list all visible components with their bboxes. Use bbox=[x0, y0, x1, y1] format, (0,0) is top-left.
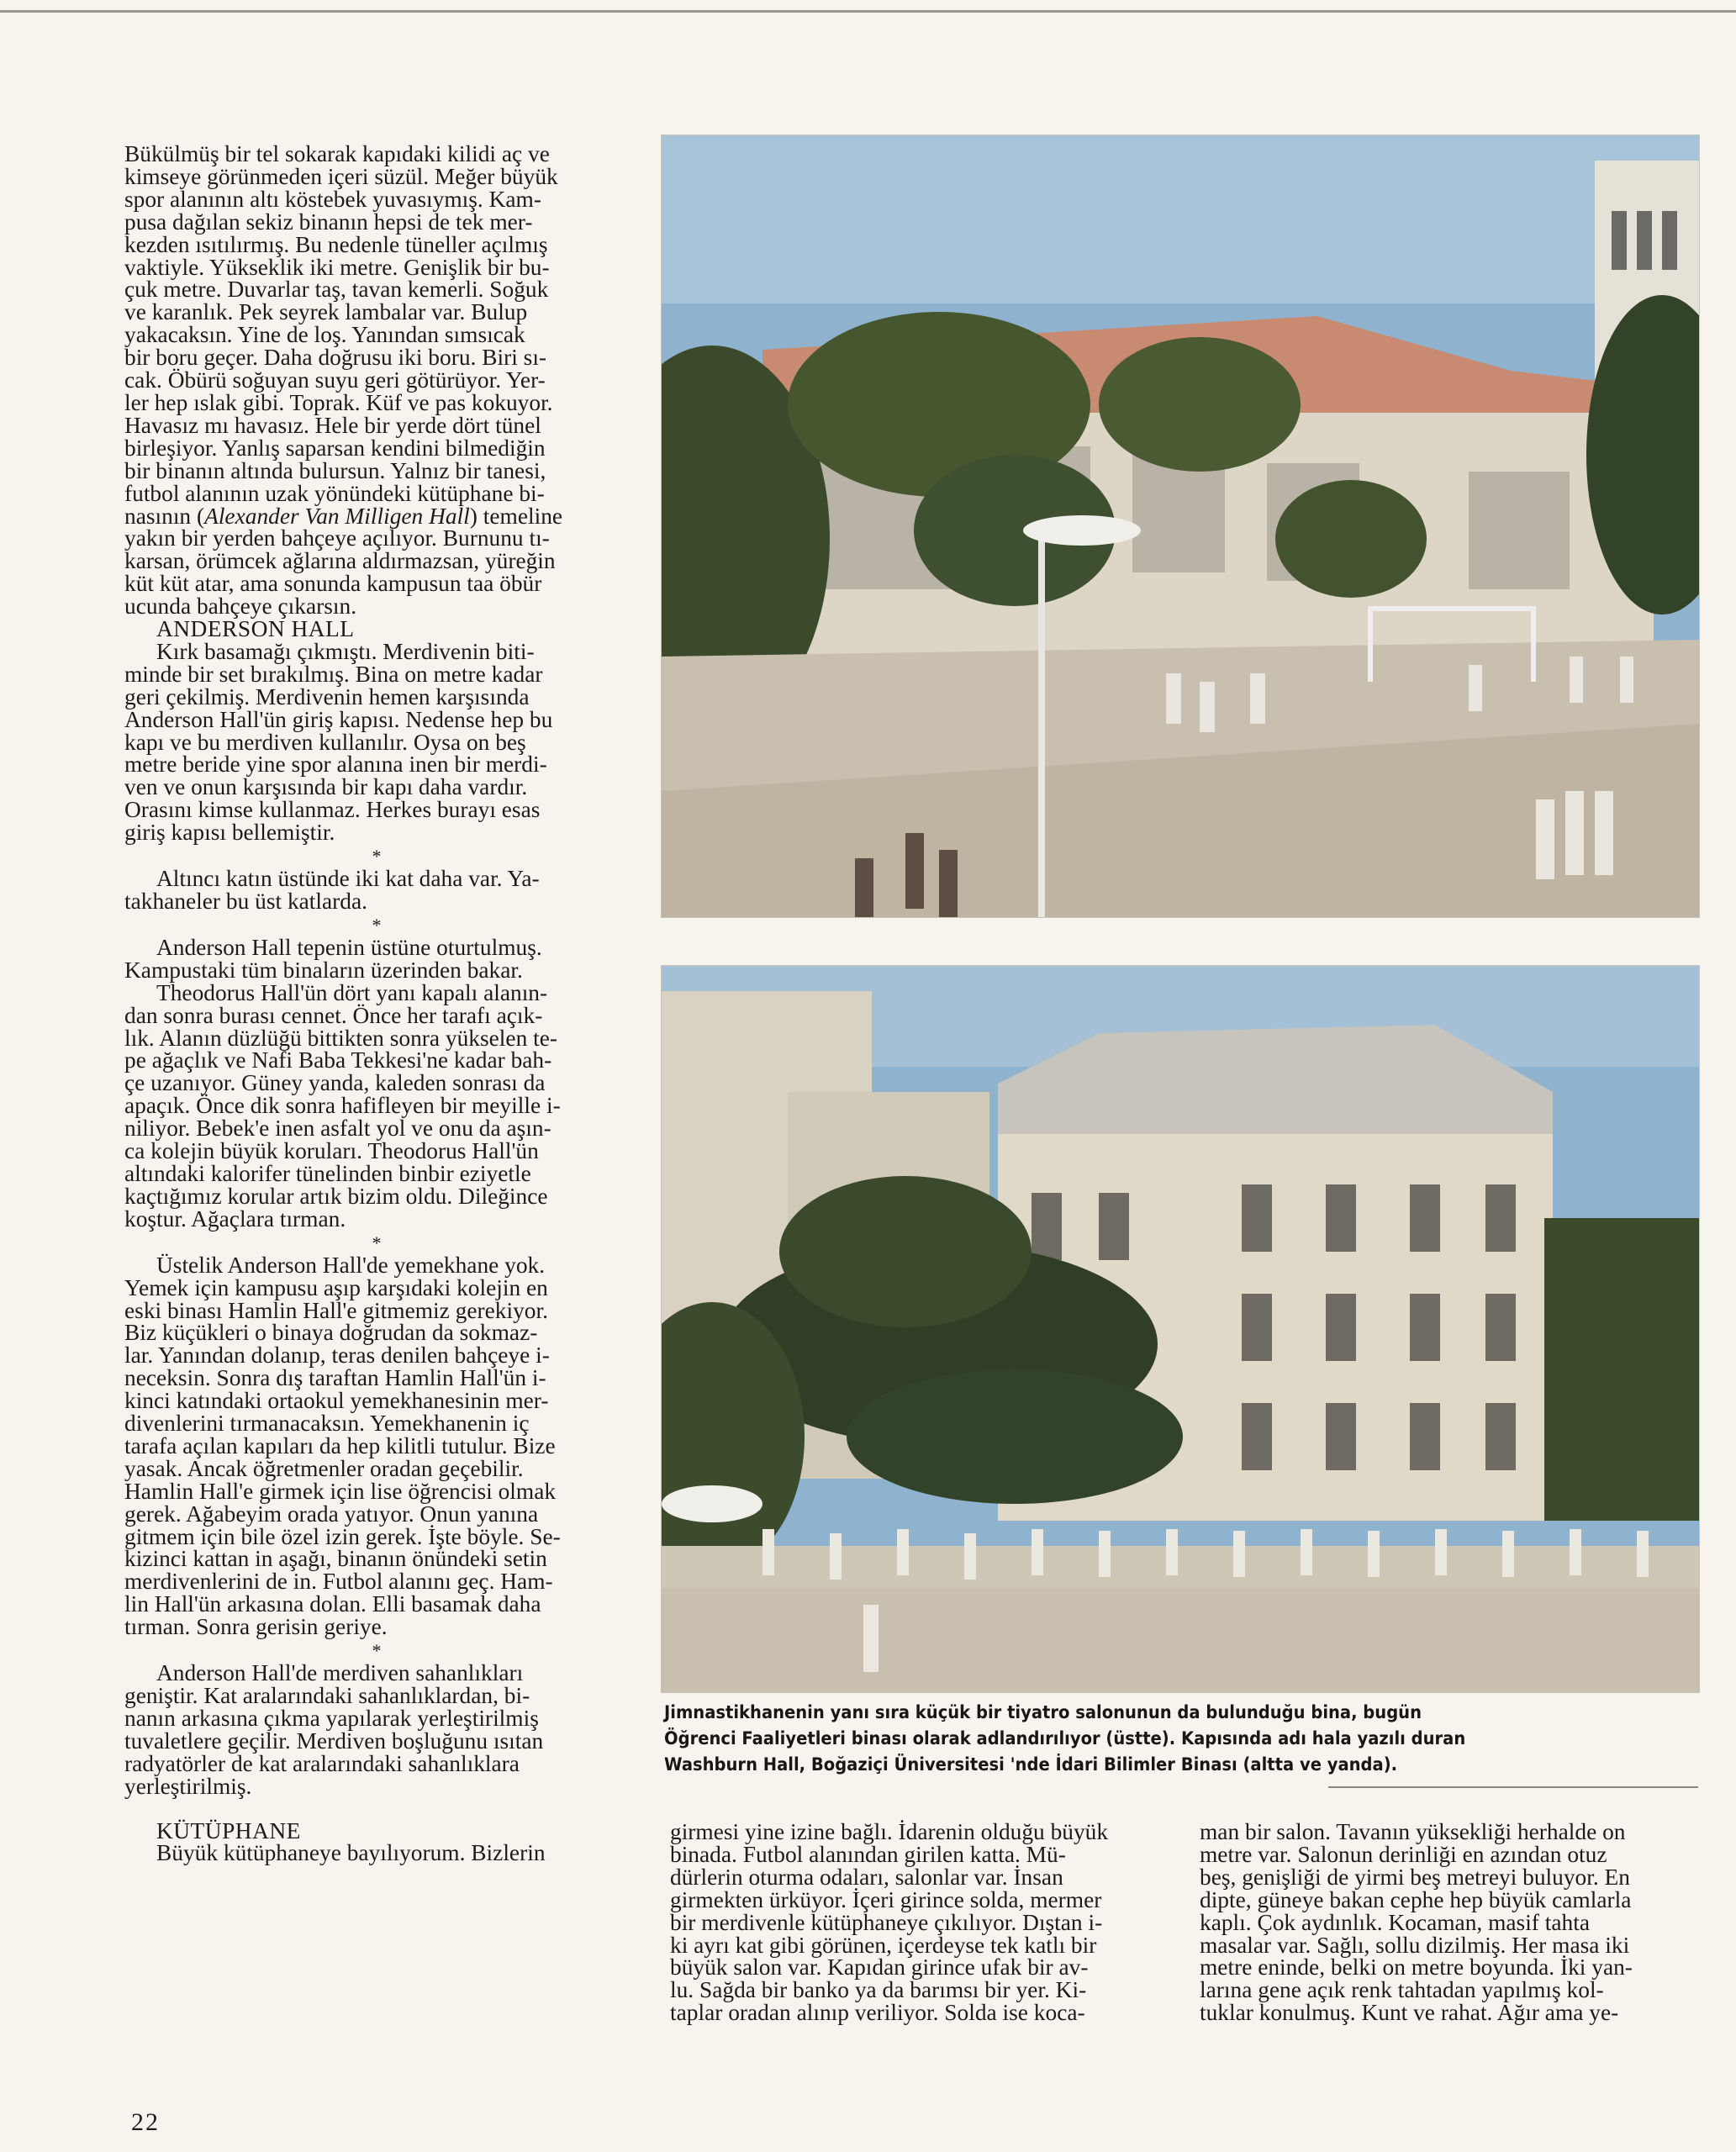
line: larına gene açık renk tahtadan yapılmış kol- bbox=[1200, 1977, 1604, 2003]
line: bir boru geçer. Daha doğrusu iki boru. Biri sı- bbox=[124, 345, 547, 371]
line: niliyor. Bebek'e inen asfalt yol ve onu da aşın- bbox=[124, 1116, 551, 1142]
section-separator-star: * bbox=[372, 914, 382, 936]
line: pe ağaçlık ve Nafi Baba Tekkesi'ne kadar bah- bbox=[124, 1047, 552, 1073]
paragraph-library-hall bbox=[1200, 1821, 1687, 2024]
line: apaçık. Önce dik sonra hafifleyen bir meyille i- bbox=[124, 1093, 561, 1119]
line: Biz küçükleri o binaya doğrudan da sokmaz- bbox=[124, 1320, 538, 1346]
italic-title: Alexander Van Milligen Hall bbox=[204, 503, 470, 529]
line: çe uzanıyor. Güney yanda, kaleden sonrası da bbox=[124, 1070, 546, 1096]
line: tarafa açılan kapıları da hep kilitli tutulur. Bize bbox=[124, 1432, 556, 1458]
line: dipte, güneye bakan cephe hep büyük camlarla bbox=[1200, 1886, 1632, 1912]
line: Anderson Hall tepenin üstüne oturtulmuş. bbox=[156, 934, 542, 960]
line: karsan, örümcek ağlarına aldırmazsan, yüreğin bbox=[124, 548, 556, 574]
line: yerleştirilmiş. bbox=[124, 1773, 252, 1799]
paragraph-library-start bbox=[124, 1842, 629, 1865]
line: metre beride yine spor alanına inen bir merdi- bbox=[124, 752, 547, 778]
line: nanın arkasına çıkma yapılarak yerleştirilmiş bbox=[124, 1705, 539, 1731]
line: ucunda bahçeye çıkarsın. bbox=[124, 593, 357, 620]
line: takhaneler bu üst katlarda. bbox=[124, 889, 368, 914]
line: ) temeline bbox=[469, 503, 563, 529]
section-heading-library: KÜTÜPHANE bbox=[156, 1817, 301, 1843]
page-number: 22 bbox=[131, 2108, 160, 2136]
line: man bir salon. Tavanın yüksekliği herhalde on bbox=[1200, 1819, 1626, 1844]
line: binada. Futbol alanından girilen katta. Mü- bbox=[670, 1841, 1066, 1867]
line: eski binası Hamlin Hall'e gitmemiz gerekiyor. bbox=[124, 1297, 548, 1323]
line: metre eninde, belki on metre boyunda. İki yan- bbox=[1200, 1954, 1633, 1981]
line: Hamlin Hall'e girmek için lise öğrencisi olmak bbox=[124, 1478, 557, 1504]
paragraph-dormitories bbox=[124, 868, 629, 913]
line: ca kolejin büyük koruları. Theodorus Hall'ün bbox=[124, 1138, 539, 1164]
section-heading-anderson-hall: ANDERSON HALL bbox=[156, 616, 355, 642]
line: gitmem için bile özel izin gerek. İşte böyle. Se- bbox=[124, 1523, 561, 1549]
photo-caption bbox=[664, 1700, 1626, 1778]
line: kaçtığımız korular artık bizim oldu. Dileğince bbox=[124, 1183, 548, 1209]
paragraph-hilltop bbox=[124, 936, 629, 982]
spacer bbox=[124, 1798, 629, 1820]
paragraph-library-continued bbox=[670, 1821, 1158, 2024]
line: Havasız mı havasız. Hele bir yerde dört tünel bbox=[124, 412, 541, 438]
line: dürlerin oturma odaları, salonlar var. İnsan bbox=[670, 1864, 1063, 1890]
line: Theodorus Hall'ün dört yanı kapalı alanın- bbox=[156, 979, 548, 1005]
line: lık. Alanın düzlüğü bittikten sonra yükselen te- bbox=[124, 1025, 558, 1051]
text-column-2 bbox=[670, 1821, 1158, 2024]
line: Anderson Hall'de merdiven sahanlıkları bbox=[156, 1660, 524, 1686]
line: koştur. Ağaçlara tırman. bbox=[124, 1205, 346, 1232]
line: kinci katındaki ortaokul yemekhanesinin mer- bbox=[124, 1388, 549, 1414]
line: Anderson Hall'ün giriş kapısı. Nedense hep bu bbox=[124, 706, 553, 732]
line: geniştir. Kat aralarındaki sahanlıklardan, bi- bbox=[124, 1683, 530, 1708]
line: ki ayrı kat gibi görünen, içerdeyse tek katlı bir bbox=[670, 1932, 1097, 1958]
line: bir binanın altında bulursun. Yalnız bir tanesi, bbox=[124, 457, 546, 483]
line: lin Hall'ün arkasına dolan. Elli basamak daha bbox=[124, 1591, 541, 1617]
line: metre var. Salonun derinliği en azından otuz bbox=[1200, 1841, 1607, 1867]
line: cak. Öbürü soğuyan suyu geri götürüyor. Yer- bbox=[124, 367, 546, 393]
line: bir merdivenle kütüphaneye çıkılıyor. Dıştan i- bbox=[670, 1909, 1103, 1935]
line: Kampustaki tüm binaların üzerinden bakar. bbox=[124, 957, 523, 983]
line: tuklar konulmuş. Kunt ve rahat. Ağır ama ye- bbox=[1200, 2000, 1619, 2026]
photo-illustration bbox=[662, 135, 1699, 917]
line: ven ve onun karşısında bir kapı daha vardır. bbox=[124, 774, 528, 800]
line: girmekten ürküyor. İçeri girince solda, mermer bbox=[670, 1886, 1102, 1912]
line: neceksin. Sonra dış taraftan Hamlin Hall'ün i- bbox=[124, 1365, 546, 1391]
line: lu. Sağda bir banko ya da barımsı bir yer. Ki- bbox=[670, 1977, 1087, 2003]
line: tuvaletlere geçilir. Merdiven boşluğunu ısıtan bbox=[124, 1727, 544, 1754]
line: merdivenlerini de in. Futbol alanını geç. Ham- bbox=[124, 1569, 553, 1595]
line: yakacaksın. Yine de loş. Yanından sımsıcak bbox=[124, 322, 525, 348]
line: küt küt atar, ama sonunda kampusun taa öbür bbox=[124, 571, 542, 597]
paragraph-dining-hall bbox=[124, 1254, 629, 1638]
caption-line: Öğrenci Faaliyetleri binası olarak adlandırılıyor (üstte). Kapısında adı hala yazılı duran bbox=[664, 1728, 1466, 1748]
paragraph-tunnels bbox=[124, 143, 629, 618]
line: birleşiyor. Yanlış saparsan kendini bilmediğin bbox=[124, 435, 546, 461]
text-column-1 bbox=[124, 143, 629, 1865]
line: spor alanının altı köstebek yuvasıymış. Kam- bbox=[124, 186, 541, 212]
paragraph-stairs bbox=[124, 638, 629, 846]
line: yasak. Ancak öğretmenler oradan geçebilir. bbox=[124, 1455, 524, 1481]
line: giriş kapısı bellemiştir. bbox=[124, 820, 335, 846]
line: nasının ( bbox=[124, 503, 205, 529]
line: tırman. Sonra gerisin geriye. bbox=[124, 1614, 388, 1640]
line: kimseye görünmeden içeri süzül. Meğer büyük bbox=[124, 163, 558, 189]
line: kizinci kattan in aşağı, binanın önündeki setin bbox=[124, 1546, 547, 1572]
line: radyatörler de kat aralarındaki sahanlıklara bbox=[124, 1750, 520, 1776]
line: futbol alanının uzak yönündeki kütüphane bi- bbox=[124, 480, 545, 506]
line: masalar var. Sağlı, sollu dizilmiş. Her masa iki bbox=[1200, 1932, 1630, 1958]
top-rule bbox=[0, 10, 1736, 13]
line: geri çekilmiş. Merdivenin hemen karşısında bbox=[124, 683, 530, 709]
text-column-3 bbox=[1200, 1821, 1687, 2024]
line: gerek. Ağabeyim orada yatıyor. Onun yanına bbox=[124, 1501, 539, 1527]
line: çuk metre. Duvarlar taş, tavan kemerli. Soğuk bbox=[124, 277, 549, 303]
line: Bükülmüş bir tel sokarak kapıdaki kilidi aç ve bbox=[124, 141, 550, 166]
line: Üstelik Anderson Hall'de yemekhane yok. bbox=[156, 1252, 546, 1278]
line: Altıncı katın üstünde iki kat daha var. Ya- bbox=[156, 866, 540, 892]
line: Orasını kimse kullanmaz. Herkes burayı esas bbox=[124, 797, 541, 823]
section-separator-star: * bbox=[372, 846, 382, 868]
line: ler hep ıslak gibi. Toprak. Küf ve pas kokuyor. bbox=[124, 389, 553, 415]
line: minde bir set bırakılmış. Bina on metre kadar bbox=[124, 661, 543, 687]
photo-student-activities-building bbox=[661, 134, 1700, 918]
line: girmesi yine izine bağlı. İdarenin olduğu büyük bbox=[670, 1819, 1109, 1844]
line: divenlerini tırmanacaksın. Yemekhanenin iç bbox=[124, 1411, 530, 1437]
line: kapı ve bu merdiven kullanılır. Oysa on beş bbox=[124, 729, 526, 755]
photo-illustration bbox=[662, 966, 1699, 1692]
caption-line: Washburn Hall, Boğaziçi Üniversitesi 'nde İdari Bilimler Binası (altta ve yanda). bbox=[664, 1754, 1398, 1775]
caption-line: Jimnastikhanenin yanı sıra küçük bir tiyatro salonunun da bulunduğu bina, bugün bbox=[664, 1702, 1422, 1722]
line: vaktiyle. Yükseklik iki metre. Genişlik bir bu- bbox=[124, 254, 550, 280]
line: dan sonra burası cennet. Önce her tarafı açık- bbox=[124, 1002, 543, 1028]
line: kezden ısıtılırmış. Bu nedenle tüneller açılmış bbox=[124, 231, 548, 257]
line: Büyük kütüphaneye bayılıyorum. Bizlerin bbox=[156, 1840, 546, 1866]
line: büyük salon var. Kapıdan girince ufak bir av- bbox=[670, 1954, 1089, 1981]
line: Yemek için kampusu aşıp karşıdaki kolejin en bbox=[124, 1274, 548, 1300]
section-separator-star: * bbox=[372, 1232, 382, 1253]
line: yakın bir yerden bahçeye açılıyor. Burnunu tı- bbox=[124, 525, 550, 551]
line: ve karanlık. Pek seyrek lambalar var. Bulup bbox=[124, 299, 528, 325]
paragraph-landings bbox=[124, 1662, 629, 1797]
caption-rule bbox=[1328, 1786, 1698, 1788]
line: altındaki kalorifer tünelinden binbir eziyetle bbox=[124, 1160, 531, 1186]
line: Kırk basamağı çıkmıştı. Merdivenin biti- bbox=[156, 638, 535, 664]
line: pusa dağılan sekiz binanın hepsi de tek mer- bbox=[124, 208, 533, 235]
photo-washburn-hall bbox=[661, 965, 1700, 1693]
line: beş, genişliği de yirmi beş metreyi buluyor. En bbox=[1200, 1864, 1630, 1890]
line: kaplı. Çok aydınlık. Kocaman, masif tahta bbox=[1200, 1909, 1591, 1935]
line: lar. Yanından dolanıp, teras denilen bahçeye i- bbox=[124, 1342, 550, 1369]
paragraph-paradise bbox=[124, 979, 629, 1232]
section-separator-star: * bbox=[372, 1640, 382, 1662]
line: taplar oradan alınıp veriliyor. Solda ise koca- bbox=[670, 2000, 1085, 2026]
